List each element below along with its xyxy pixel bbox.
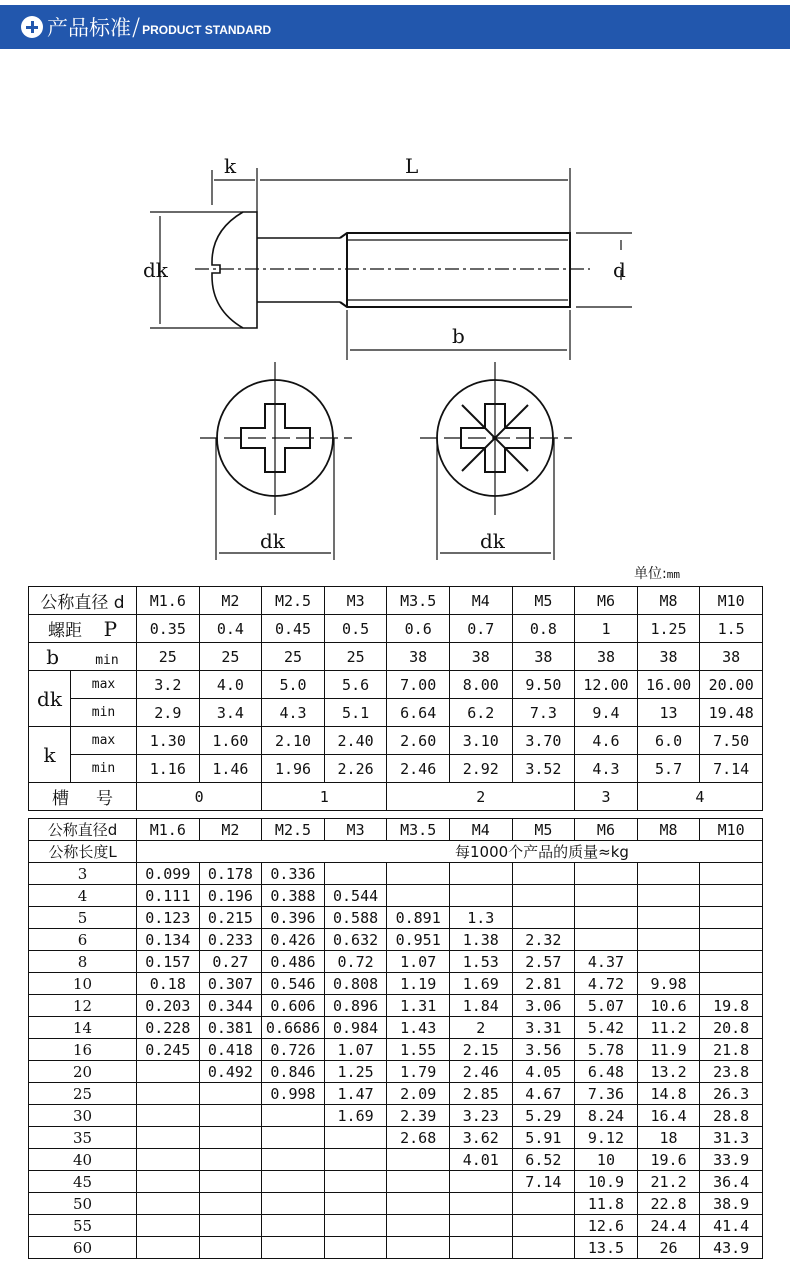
weight-cell: 43.9 [700, 1237, 763, 1259]
weight-cell [387, 1171, 450, 1193]
pitch-row: 螺距 P 0.35 0.4 0.45 0.5 0.6 0.7 0.8 1 1.25 1.5 [29, 615, 763, 643]
weight-cell: 1.38 [449, 929, 512, 951]
weight-cell: 3.23 [449, 1105, 512, 1127]
length-cell: 40 [29, 1149, 137, 1171]
length-cell: 12 [29, 995, 137, 1017]
dk-label: dk [29, 671, 71, 727]
weight-cell [512, 1237, 575, 1259]
weight-cell: 1.53 [449, 951, 512, 973]
weight-cell: 0.178 [199, 863, 262, 885]
screw-technical-drawing [0, 0, 790, 570]
weight-cell [137, 1061, 200, 1083]
length-cell: 35 [29, 1127, 137, 1149]
weight-cell [262, 1193, 325, 1215]
table-row [29, 1061, 763, 1083]
weight-cell [199, 1237, 262, 1259]
table-row [29, 907, 763, 929]
weight-cell: 1.19 [387, 973, 450, 995]
weight-cell: 2 [449, 1017, 512, 1039]
weight-cell: 2.09 [387, 1083, 450, 1105]
weight-cell: 23.8 [700, 1061, 763, 1083]
weight-cell [324, 1171, 387, 1193]
weight-cell: 14.8 [637, 1083, 700, 1105]
length-cell: 50 [29, 1193, 137, 1215]
weight-cell [449, 1171, 512, 1193]
weight-cell: 0.984 [324, 1017, 387, 1039]
weight-note-row: 公称长度L 每1000个产品的质量≈kg [29, 841, 763, 863]
table-row [29, 1017, 763, 1039]
weight-cell [449, 1215, 512, 1237]
weight-cell: 3.31 [512, 1017, 575, 1039]
weight-cell: 0.111 [137, 885, 200, 907]
svg-text:L: L [405, 154, 419, 178]
weight-cell: 7.36 [575, 1083, 638, 1105]
weight-cell [324, 1237, 387, 1259]
weight-cell: 0.426 [262, 929, 325, 951]
weight-cell [262, 1215, 325, 1237]
weight-cell [575, 907, 638, 929]
weight-cell: 26.3 [700, 1083, 763, 1105]
table-row [29, 929, 763, 951]
weight-cell [449, 1237, 512, 1259]
weight-cell: 2.68 [387, 1127, 450, 1149]
weight-cell [387, 1193, 450, 1215]
weight-cell: 7.14 [512, 1171, 575, 1193]
weight-cell [700, 863, 763, 885]
weight-cell: 3.62 [449, 1127, 512, 1149]
weight-cell: 0.846 [262, 1061, 325, 1083]
weight-cell [199, 1215, 262, 1237]
svg-text:dk: dk [143, 258, 168, 282]
weight-cell: 36.4 [700, 1171, 763, 1193]
weight-cell [387, 863, 450, 885]
weight-cell: 6.52 [512, 1149, 575, 1171]
weight-cell: 0.134 [137, 929, 200, 951]
weight-cell: 0.588 [324, 907, 387, 929]
weight-cell: 12.6 [575, 1215, 638, 1237]
weight-cell: 16.4 [637, 1105, 700, 1127]
weight-cell: 22.8 [637, 1193, 700, 1215]
weight-cell: 0.396 [262, 907, 325, 929]
weight-cell [199, 1171, 262, 1193]
table-row [29, 863, 763, 885]
weight-cell: 0.18 [137, 973, 200, 995]
weight-cell [137, 1149, 200, 1171]
weight-cell: 0.307 [199, 973, 262, 995]
weight-cell: 1.3 [449, 907, 512, 929]
weight-cell: 1.55 [387, 1039, 450, 1061]
length-cell: 60 [29, 1237, 137, 1259]
weight-cell [512, 1193, 575, 1215]
weight-cell [512, 907, 575, 929]
weight-cell: 21.2 [637, 1171, 700, 1193]
weight-cell: 1.31 [387, 995, 450, 1017]
weight-cell [262, 1171, 325, 1193]
weight-cell: 6.48 [575, 1061, 638, 1083]
weight-cell: 18 [637, 1127, 700, 1149]
weight-cell: 0.233 [199, 929, 262, 951]
table-row [29, 1039, 763, 1061]
weight-size-row: 公称直径d M1.6 M2 M2.5 M3 M3.5 M4 M5 M6 M8 M10 [29, 819, 763, 841]
slot-size-label: 槽 号 [29, 783, 137, 811]
weight-cell: 1.25 [324, 1061, 387, 1083]
weight-cell: 13.5 [575, 1237, 638, 1259]
table-row [29, 951, 763, 973]
weight-table [28, 818, 763, 1259]
weight-cell [637, 863, 700, 885]
weight-cell: 28.8 [700, 1105, 763, 1127]
k-label: k [29, 727, 71, 783]
weight-cell: 0.544 [324, 885, 387, 907]
svg-text:dk: dk [480, 529, 505, 553]
weight-cell: 0.215 [199, 907, 262, 929]
weight-cell: 1.69 [324, 1105, 387, 1127]
weight-cell: 0.27 [199, 951, 262, 973]
weight-cell [137, 1083, 200, 1105]
weight-cell: 31.3 [700, 1127, 763, 1149]
table-row [29, 1215, 763, 1237]
weight-cell: 0.808 [324, 973, 387, 995]
weight-cell [324, 1193, 387, 1215]
weight-cell: 1.84 [449, 995, 512, 1017]
length-cell: 25 [29, 1083, 137, 1105]
length-cell: 14 [29, 1017, 137, 1039]
weight-cell: 2.15 [449, 1039, 512, 1061]
weight-cell: 0.998 [262, 1083, 325, 1105]
weight-cell [199, 1083, 262, 1105]
weight-cell: 33.9 [700, 1149, 763, 1171]
weight-cell: 1.43 [387, 1017, 450, 1039]
weight-cell [137, 1105, 200, 1127]
weight-cell [700, 973, 763, 995]
weight-cell: 3.06 [512, 995, 575, 1017]
weight-cell: 8.24 [575, 1105, 638, 1127]
weight-cell [137, 1193, 200, 1215]
weight-cell [137, 1237, 200, 1259]
weight-cell: 41.4 [700, 1215, 763, 1237]
weight-cell: 11.2 [637, 1017, 700, 1039]
weight-cell: 38.9 [700, 1193, 763, 1215]
weight-rows [29, 863, 763, 1259]
weight-cell: 2.57 [512, 951, 575, 973]
weight-cell [387, 1149, 450, 1171]
weight-cell [512, 885, 575, 907]
weight-cell: 0.203 [137, 995, 200, 1017]
weight-cell [449, 885, 512, 907]
weight-cell: 5.91 [512, 1127, 575, 1149]
weight-cell [700, 951, 763, 973]
weight-cell: 2.39 [387, 1105, 450, 1127]
length-cell: 45 [29, 1171, 137, 1193]
weight-cell: 0.099 [137, 863, 200, 885]
weight-cell [137, 1171, 200, 1193]
weight-cell: 2.81 [512, 973, 575, 995]
weight-cell: 1.07 [387, 951, 450, 973]
table-row [29, 1127, 763, 1149]
weight-cell: 0.418 [199, 1039, 262, 1061]
weight-cell: 0.492 [199, 1061, 262, 1083]
weight-cell: 5.29 [512, 1105, 575, 1127]
weight-cell [262, 1237, 325, 1259]
weight-cell: 20.8 [700, 1017, 763, 1039]
weight-cell: 24.4 [637, 1215, 700, 1237]
weight-cell: 1.69 [449, 973, 512, 995]
dk-min-row: min 2.9 3.4 4.3 5.1 6.64 6.2 7.3 9.4 13 19.48 [29, 699, 763, 727]
weight-cell: 0.546 [262, 973, 325, 995]
weight-cell: 0.72 [324, 951, 387, 973]
title-separator: / [132, 13, 141, 41]
weight-cell [512, 1215, 575, 1237]
weight-cell: 0.245 [137, 1039, 200, 1061]
weight-cell: 4.67 [512, 1083, 575, 1105]
weight-cell: 19.8 [700, 995, 763, 1017]
table-row [29, 1237, 763, 1259]
weight-cell: 0.6686 [262, 1017, 325, 1039]
weight-cell: 0.486 [262, 951, 325, 973]
weight-cell [199, 1193, 262, 1215]
length-cell: 10 [29, 973, 137, 995]
weight-cell [324, 1215, 387, 1237]
weight-cell [575, 885, 638, 907]
weight-cell: 21.8 [700, 1039, 763, 1061]
unit-label: 单位:mm [634, 566, 680, 582]
weight-cell [512, 863, 575, 885]
nominal-diameter-label: 公称直径 d [29, 587, 137, 615]
weight-cell: 1.07 [324, 1039, 387, 1061]
table-row [29, 1149, 763, 1171]
weight-cell: 10.6 [637, 995, 700, 1017]
weight-cell [262, 1149, 325, 1171]
weight-cell [199, 1149, 262, 1171]
slot-size-row: 槽 号 0 1 2 3 4 [29, 783, 763, 811]
weight-cell: 0.726 [262, 1039, 325, 1061]
weight-cell [137, 1215, 200, 1237]
weight-cell [575, 863, 638, 885]
weight-cell [575, 929, 638, 951]
weight-cell: 1.79 [387, 1061, 450, 1083]
weight-cell: 2.46 [449, 1061, 512, 1083]
weight-cell: 0.196 [199, 885, 262, 907]
weight-cell [262, 1105, 325, 1127]
weight-cell [700, 929, 763, 951]
size-row: 公称直径 d M1.6 M2 M2.5 M3 M3.5 M4 M5 M6 M8 M10 [29, 587, 763, 615]
length-cell: 16 [29, 1039, 137, 1061]
weight-cell: 0.632 [324, 929, 387, 951]
weight-cell: 11.8 [575, 1193, 638, 1215]
weight-cell: 0.336 [262, 863, 325, 885]
weight-cell [637, 951, 700, 973]
weight-cell [262, 1127, 325, 1149]
weight-cell: 10 [575, 1149, 638, 1171]
svg-text:dk: dk [260, 529, 285, 553]
length-cell: 5 [29, 907, 137, 929]
weight-cell: 1.47 [324, 1083, 387, 1105]
svg-text:d: d [613, 258, 626, 282]
weight-cell: 10.9 [575, 1171, 638, 1193]
weight-cell [387, 1237, 450, 1259]
weight-cell: 2.85 [449, 1083, 512, 1105]
weight-cell [700, 907, 763, 929]
table-row [29, 973, 763, 995]
weight-cell [387, 885, 450, 907]
weight-cell: 0.606 [262, 995, 325, 1017]
weight-cell: 0.891 [387, 907, 450, 929]
weight-cell [324, 1127, 387, 1149]
length-cell: 4 [29, 885, 137, 907]
k-max-row: k max 1.30 1.60 2.10 2.40 2.60 3.10 3.70 4.6 6.0 7.50 [29, 727, 763, 755]
table-row [29, 1171, 763, 1193]
weight-cell: 0.896 [324, 995, 387, 1017]
thread-length-row: b min 25 25 25 25 38 38 38 38 38 38 [29, 643, 763, 671]
svg-text:k: k [224, 154, 237, 178]
weight-cell [449, 1193, 512, 1215]
weight-cell: 0.123 [137, 907, 200, 929]
weight-cell: 4.72 [575, 973, 638, 995]
length-cell: 30 [29, 1105, 137, 1127]
weight-cell: 5.78 [575, 1039, 638, 1061]
k-min-row: min 1.16 1.46 1.96 2.26 2.46 2.92 3.52 4.3 5.7 7.14 [29, 755, 763, 783]
weight-cell: 9.12 [575, 1127, 638, 1149]
weight-cell [387, 1215, 450, 1237]
weight-cell: 5.07 [575, 995, 638, 1017]
weight-cell [199, 1127, 262, 1149]
weight-cell: 0.951 [387, 929, 450, 951]
weight-cell [637, 929, 700, 951]
section-title-zh: 产品标准 [47, 16, 131, 40]
weight-cell [637, 885, 700, 907]
table-row [29, 885, 763, 907]
table-row [29, 1193, 763, 1215]
weight-note: 每1000个产品的质量≈kg [137, 841, 763, 863]
table-row [29, 995, 763, 1017]
weight-cell [137, 1127, 200, 1149]
weight-cell: 0.157 [137, 951, 200, 973]
section-title-en: PRODUCT STANDARD [142, 22, 272, 37]
weight-cell: 2.32 [512, 929, 575, 951]
weight-cell [324, 1149, 387, 1171]
table-row [29, 1105, 763, 1127]
dk-max-row: dk max 3.2 4.0 5.0 5.6 7.00 8.00 9.50 12.00 16.00 20.00 [29, 671, 763, 699]
weight-cell [449, 863, 512, 885]
spec-table [28, 586, 763, 811]
weight-cell: 13.2 [637, 1061, 700, 1083]
thread-length-label: b min [29, 643, 137, 671]
weight-cell [199, 1105, 262, 1127]
weight-cell [637, 907, 700, 929]
pitch-label: 螺距 P [29, 615, 137, 643]
weight-cell: 5.42 [575, 1017, 638, 1039]
table-row [29, 1083, 763, 1105]
length-cell: 3 [29, 863, 137, 885]
weight-cell: 4.05 [512, 1061, 575, 1083]
weight-cell [700, 885, 763, 907]
weight-cell: 19.6 [637, 1149, 700, 1171]
weight-cell: 4.01 [449, 1149, 512, 1171]
weight-cell [324, 863, 387, 885]
weight-cell: 3.56 [512, 1039, 575, 1061]
weight-cell: 0.344 [199, 995, 262, 1017]
length-cell: 6 [29, 929, 137, 951]
length-cell: 20 [29, 1061, 137, 1083]
weight-cell: 0.388 [262, 885, 325, 907]
weight-cell: 4.37 [575, 951, 638, 973]
weight-cell: 9.98 [637, 973, 700, 995]
length-cell: 55 [29, 1215, 137, 1237]
svg-text:b: b [452, 324, 465, 348]
weight-cell: 26 [637, 1237, 700, 1259]
length-cell: 8 [29, 951, 137, 973]
weight-cell: 11.9 [637, 1039, 700, 1061]
weight-cell: 0.381 [199, 1017, 262, 1039]
weight-cell: 0.228 [137, 1017, 200, 1039]
